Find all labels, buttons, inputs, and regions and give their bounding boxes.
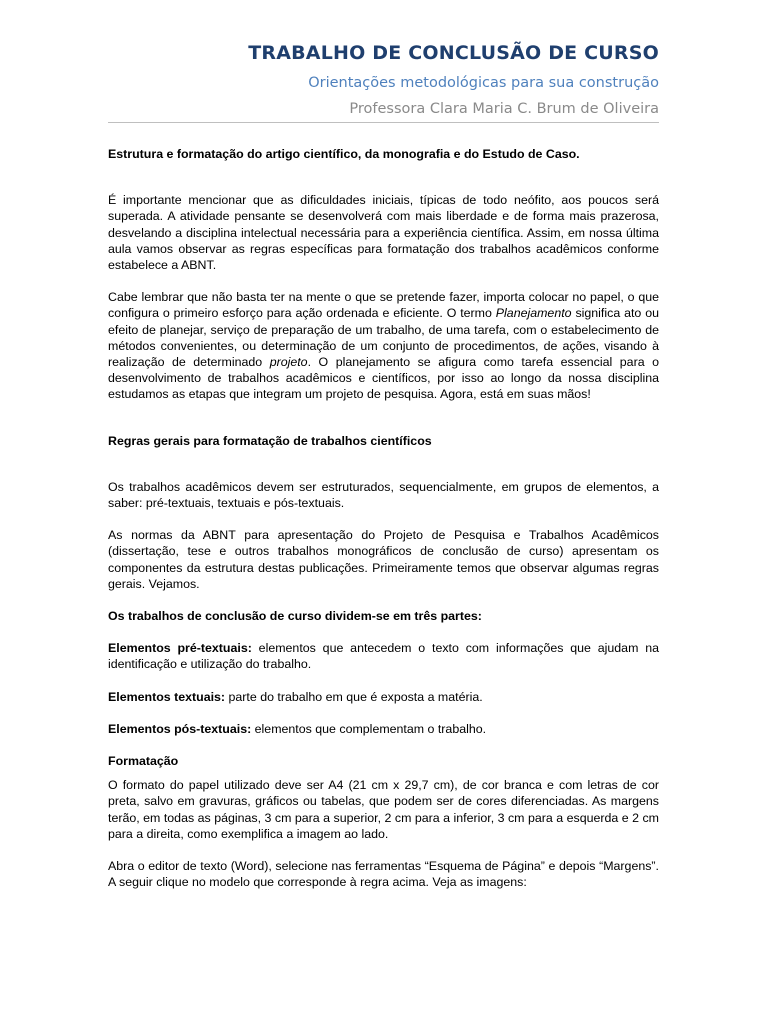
paragraph-intro: É importante mencionar que as dificuldades iniciais, típicas de todo neófito, aos poucos será superada. A atividade pensante se desenvolverá com mais liberdade e de forma mais prazerosa, desvelando a disciplina intelectual necessária para a experiência científica. Assim, em nossa última aula vamos observar as regras específicas para formatação dos trabalhos acadêmicos conforme estabelece a ABNT. — [108, 193, 659, 273]
paragraph-planning-mid: significa ato ou efeito de planejar, serviço de preparação de um trabalho, de uma tarefa, com o estabelecimento de métodos convenientes, ou determinação de um conjunto de procedimentos, de ações, visando à realização de determinado — [108, 306, 659, 370]
item-post-textual — [108, 721, 659, 737]
paragraph-planning-end: . O planejamento se afigura como tarefa essencial para o desenvolvimento de trabalhos acadêmicos e científicos, por isso ao longo da nossa disciplina estudamos as etapas que integram um projeto de pesquisa. Agora, está em suas mãos! — [108, 355, 659, 402]
item-post-textual-text: elementos que complementam o trabalho. — [251, 721, 487, 736]
item-post-textual-label: Elementos pós-textuais: — [108, 721, 252, 736]
section-heading-structure: Estrutura e formatação do artigo científico, da monografia e do Estudo de Caso. — [108, 147, 580, 161]
term-planejamento: Planejamento — [495, 306, 572, 321]
item-pre-textual-label: Elementos pré-textuais: — [108, 641, 252, 656]
document-body — [108, 146, 659, 891]
paragraph-word-instructions: Abra o editor de texto (Word), selecione nas ferramentas “Esquema de Página” e depois “Margens”. A seguir clique no modelo que corresponde à regra acima. Veja as imagens: — [108, 859, 659, 890]
paragraph-paper-format: O formato do papel utilizado deve ser A4 (21 cm x 29,7 cm), de cor branca e com letras de cor preta, salvo em gravuras, gráficos ou tabelas, que podem ser de cores diferenciadas. As margens terão, em todas as páginas, 3 cm para a superior, 2 cm para a inferior, 3 cm para a esquerda e 2 cm para a direita, como exemplifica a imagem ao lado. — [108, 778, 659, 841]
item-textual-text: parte do trabalho em que é exposta a matéria. — [225, 689, 483, 704]
document-author: Professora Clara Maria C. Brum de Oliveira — [108, 99, 659, 123]
document-subtitle: Orientações metodológicas para sua construção — [308, 75, 659, 91]
paragraph-planning — [108, 289, 659, 402]
section-heading-rules: Regras gerais para formatação de trabalhos científicos — [108, 433, 432, 448]
item-textual — [108, 689, 659, 705]
paragraph-structure-groups: Os trabalhos acadêmicos devem ser estruturados, sequencialmente, em grupos de elementos, a saber: pré-textuais, textuais e pós-textuais. — [108, 479, 659, 511]
item-pre-textual-text: elementos que antecedem o texto com informações que ajudam na identificação e utilização do trabalho. — [108, 641, 659, 672]
term-projeto: projeto — [269, 355, 308, 370]
item-pre-textual — [108, 640, 659, 672]
section-heading-format: Formatação — [108, 754, 179, 769]
paragraph-abnt-norms: As normas da ABNT para apresentação do Projeto de Pesquisa e Trabalhos Acadêmicos (dissertação, tese e outros trabalhos monográficos de conclusão de curso) apresentam os componentes da estrutura destas publicações. Primeiramente temos que observar algumas regras gerais. Vejamos. — [108, 528, 659, 591]
section-heading-parts: Os trabalhos de conclusão de curso dividem-se em três partes: — [108, 609, 482, 624]
item-textual-label: Elementos textuais: — [108, 689, 226, 704]
page-header — [108, 40, 659, 123]
paragraph-planning-start: Cabe lembrar que não basta ter na mente o que se pretende fazer, importa colocar no papel, o que configura o primeiro esforço para ação ordenada e eficiente. O termo — [108, 290, 659, 321]
document-title: TRABALHO DE CONCLUSÃO DE CURSO — [248, 42, 659, 64]
